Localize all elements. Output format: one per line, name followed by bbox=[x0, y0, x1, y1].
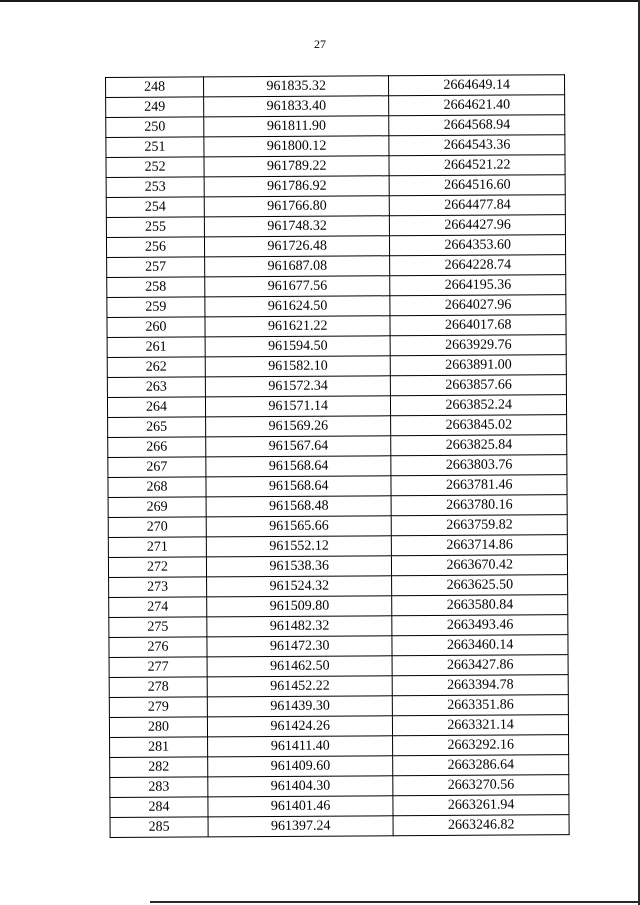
table-row bbox=[110, 755, 569, 778]
x-coordinate-cell: 961424.26 bbox=[207, 716, 392, 737]
point-number-cell: 261 bbox=[107, 337, 205, 358]
table-row bbox=[106, 215, 565, 238]
point-number-cell: 259 bbox=[107, 297, 205, 318]
x-coordinate-cell: 961811.90 bbox=[204, 116, 389, 137]
point-number-cell: 285 bbox=[110, 817, 208, 838]
x-coordinate-cell: 961800.12 bbox=[204, 136, 389, 157]
scan-edge-bottom bbox=[150, 901, 640, 903]
table-row bbox=[108, 515, 567, 538]
point-number-cell: 272 bbox=[108, 557, 206, 578]
y-coordinate-cell: 2664427.96 bbox=[390, 215, 566, 236]
point-number-cell: 269 bbox=[108, 497, 206, 518]
table-row bbox=[106, 195, 565, 218]
table-row bbox=[110, 735, 569, 758]
table-row bbox=[106, 175, 565, 198]
y-coordinate-cell: 2664516.60 bbox=[389, 175, 565, 196]
coordinates-table bbox=[105, 74, 570, 838]
point-number-cell: 248 bbox=[106, 77, 204, 98]
x-coordinate-cell: 961565.66 bbox=[206, 516, 391, 537]
point-number-cell: 250 bbox=[106, 117, 204, 138]
y-coordinate-cell: 2663891.00 bbox=[391, 355, 567, 376]
point-number-cell: 280 bbox=[109, 717, 207, 738]
x-coordinate-cell: 961766.80 bbox=[204, 196, 389, 217]
y-coordinate-cell: 2663292.16 bbox=[393, 735, 569, 756]
x-coordinate-cell: 961571.14 bbox=[205, 396, 390, 417]
x-coordinate-cell: 961472.30 bbox=[207, 636, 392, 657]
y-coordinate-cell: 2663780.16 bbox=[391, 495, 567, 516]
x-coordinate-cell: 961786.92 bbox=[204, 176, 389, 197]
table-row bbox=[110, 795, 569, 818]
point-number-cell: 260 bbox=[107, 317, 205, 338]
point-number-cell: 253 bbox=[106, 177, 204, 198]
x-coordinate-cell: 961401.46 bbox=[208, 796, 393, 817]
y-coordinate-cell: 2663803.76 bbox=[391, 455, 567, 476]
y-coordinate-cell: 2663246.82 bbox=[393, 815, 569, 836]
y-coordinate-cell: 2663852.24 bbox=[391, 395, 567, 416]
point-number-cell: 254 bbox=[106, 197, 204, 218]
x-coordinate-cell: 961569.26 bbox=[206, 416, 391, 437]
y-coordinate-cell: 2664543.36 bbox=[389, 135, 565, 156]
y-coordinate-cell: 2663286.64 bbox=[393, 755, 569, 776]
x-coordinate-cell: 961567.64 bbox=[206, 436, 391, 457]
y-coordinate-cell: 2663670.42 bbox=[392, 555, 568, 576]
y-coordinate-cell: 2664195.36 bbox=[390, 275, 566, 296]
x-coordinate-cell: 961482.32 bbox=[207, 616, 392, 637]
table-row bbox=[109, 635, 568, 658]
y-coordinate-cell: 2663351.86 bbox=[393, 695, 569, 716]
point-number-cell: 282 bbox=[110, 757, 208, 778]
point-number-cell: 276 bbox=[109, 637, 207, 658]
x-coordinate-cell: 961538.36 bbox=[206, 556, 391, 577]
table-row bbox=[107, 275, 566, 298]
x-coordinate-cell: 961568.64 bbox=[206, 456, 391, 477]
point-number-cell: 256 bbox=[106, 237, 204, 258]
table-row bbox=[108, 455, 567, 478]
point-number-cell: 271 bbox=[108, 537, 206, 558]
point-number-cell: 266 bbox=[108, 437, 206, 458]
x-coordinate-cell: 961409.60 bbox=[208, 756, 393, 777]
x-coordinate-cell: 961552.12 bbox=[206, 536, 391, 557]
y-coordinate-cell: 2664027.96 bbox=[390, 295, 566, 316]
table-row bbox=[109, 655, 568, 678]
table-row bbox=[106, 235, 565, 258]
x-coordinate-cell: 961411.40 bbox=[208, 736, 393, 757]
table-row bbox=[108, 475, 567, 498]
table-row bbox=[108, 495, 567, 518]
x-coordinate-cell: 961621.22 bbox=[205, 316, 390, 337]
y-coordinate-cell: 2663825.84 bbox=[391, 435, 567, 456]
y-coordinate-cell: 2663394.78 bbox=[393, 675, 569, 696]
table-row bbox=[108, 535, 567, 558]
y-coordinate-cell: 2664621.40 bbox=[389, 95, 565, 116]
y-coordinate-cell: 2664568.94 bbox=[389, 115, 565, 136]
x-coordinate-cell: 961568.48 bbox=[206, 496, 391, 517]
table-row bbox=[108, 435, 567, 458]
point-number-cell: 277 bbox=[109, 657, 207, 678]
point-number-cell: 278 bbox=[109, 677, 207, 698]
y-coordinate-cell: 2663845.02 bbox=[391, 415, 567, 436]
y-coordinate-cell: 2664521.22 bbox=[389, 155, 565, 176]
scan-edge-top bbox=[0, 0, 640, 2]
x-coordinate-cell: 961462.50 bbox=[207, 656, 392, 677]
point-number-cell: 258 bbox=[107, 277, 205, 298]
y-coordinate-cell: 2663714.86 bbox=[392, 535, 568, 556]
y-coordinate-cell: 2663270.56 bbox=[393, 775, 569, 796]
point-number-cell: 262 bbox=[107, 357, 205, 378]
x-coordinate-cell: 961748.32 bbox=[204, 216, 389, 237]
y-coordinate-cell: 2663261.94 bbox=[393, 795, 569, 816]
y-coordinate-cell: 2663321.14 bbox=[393, 715, 569, 736]
x-coordinate-cell: 961582.10 bbox=[205, 356, 390, 377]
x-coordinate-cell: 961789.22 bbox=[204, 156, 389, 177]
table-row bbox=[106, 155, 565, 178]
y-coordinate-cell: 2664477.84 bbox=[390, 195, 566, 216]
point-number-cell: 273 bbox=[109, 577, 207, 598]
table-row bbox=[106, 115, 565, 138]
table-row bbox=[107, 255, 566, 278]
coordinates-table-body bbox=[106, 75, 570, 838]
point-number-cell: 263 bbox=[107, 377, 205, 398]
table-row bbox=[107, 335, 566, 358]
x-coordinate-cell: 961452.22 bbox=[207, 676, 392, 697]
x-coordinate-cell: 961568.64 bbox=[206, 476, 391, 497]
y-coordinate-cell: 2663857.66 bbox=[391, 375, 567, 396]
table-row bbox=[106, 135, 565, 158]
table-row bbox=[109, 615, 568, 638]
point-number-cell: 283 bbox=[110, 777, 208, 798]
table-row bbox=[110, 815, 569, 838]
x-coordinate-cell: 961677.56 bbox=[205, 276, 390, 297]
x-coordinate-cell: 961524.32 bbox=[207, 576, 392, 597]
table-row bbox=[107, 395, 566, 418]
y-coordinate-cell: 2664649.14 bbox=[389, 75, 565, 96]
table-row bbox=[107, 355, 566, 378]
point-number-cell: 270 bbox=[108, 517, 206, 538]
point-number-cell: 267 bbox=[108, 457, 206, 478]
x-coordinate-cell: 961439.30 bbox=[207, 696, 392, 717]
point-number-cell: 268 bbox=[108, 477, 206, 498]
y-coordinate-cell: 2663759.82 bbox=[392, 515, 568, 536]
point-number-cell: 265 bbox=[108, 417, 206, 438]
y-coordinate-cell: 2664017.68 bbox=[390, 315, 566, 336]
point-number-cell: 284 bbox=[110, 797, 208, 818]
point-number-cell: 281 bbox=[110, 737, 208, 758]
y-coordinate-cell: 2663781.46 bbox=[391, 475, 567, 496]
table-row bbox=[108, 415, 567, 438]
x-coordinate-cell: 961594.50 bbox=[205, 336, 390, 357]
y-coordinate-cell: 2664228.74 bbox=[390, 255, 566, 276]
x-coordinate-cell: 961687.08 bbox=[205, 256, 390, 277]
point-number-cell: 275 bbox=[109, 617, 207, 638]
x-coordinate-cell: 961726.48 bbox=[204, 236, 389, 257]
point-number-cell: 249 bbox=[106, 97, 204, 118]
point-number-cell: 251 bbox=[106, 137, 204, 158]
table-row bbox=[109, 715, 568, 738]
x-coordinate-cell: 961509.80 bbox=[207, 596, 392, 617]
table-row bbox=[109, 595, 568, 618]
y-coordinate-cell: 2663493.46 bbox=[392, 615, 568, 636]
y-coordinate-cell: 2663580.84 bbox=[392, 595, 568, 616]
point-number-cell: 257 bbox=[107, 257, 205, 278]
table-row bbox=[107, 295, 566, 318]
y-coordinate-cell: 2663427.86 bbox=[392, 655, 568, 676]
table-row bbox=[108, 555, 567, 578]
point-number-cell: 252 bbox=[106, 157, 204, 178]
x-coordinate-cell: 961833.40 bbox=[204, 96, 389, 117]
x-coordinate-cell: 961404.30 bbox=[208, 776, 393, 797]
y-coordinate-cell: 2664353.60 bbox=[390, 235, 566, 256]
point-number-cell: 255 bbox=[106, 217, 204, 238]
y-coordinate-cell: 2663929.76 bbox=[390, 335, 566, 356]
table-row bbox=[106, 95, 565, 118]
y-coordinate-cell: 2663460.14 bbox=[392, 635, 568, 656]
table-row bbox=[109, 675, 568, 698]
table-row bbox=[106, 75, 565, 98]
table-row bbox=[107, 315, 566, 338]
table-row bbox=[109, 695, 568, 718]
x-coordinate-cell: 961835.32 bbox=[204, 76, 389, 97]
x-coordinate-cell: 961397.24 bbox=[208, 816, 393, 837]
table-row bbox=[110, 775, 569, 798]
y-coordinate-cell: 2663625.50 bbox=[392, 575, 568, 596]
table-row bbox=[107, 375, 566, 398]
point-number-cell: 264 bbox=[107, 397, 205, 418]
x-coordinate-cell: 961572.34 bbox=[205, 376, 390, 397]
x-coordinate-cell: 961624.50 bbox=[205, 296, 390, 317]
page-number: 27 bbox=[314, 37, 326, 51]
point-number-cell: 274 bbox=[109, 597, 207, 618]
table-row bbox=[109, 575, 568, 598]
point-number-cell: 279 bbox=[109, 697, 207, 718]
